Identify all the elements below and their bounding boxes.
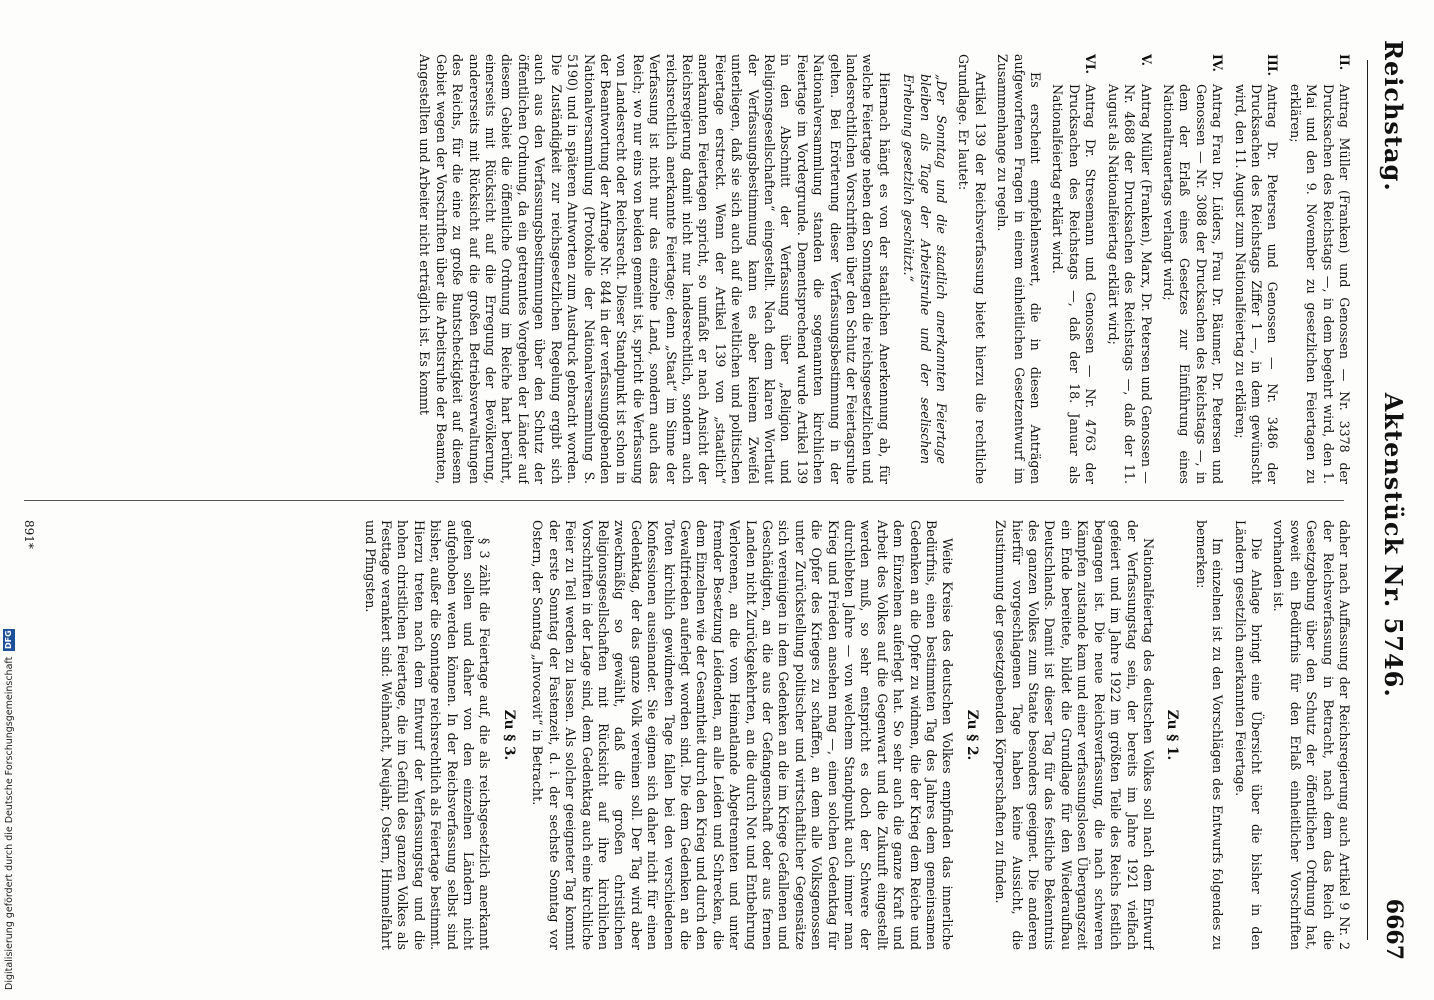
paragraph: Artikel 139 der Reichsverfassung bietet hierzu die rechtliche Grundlage. Er lautet: [956, 54, 988, 484]
document-label: Aktenstück Nr. 5746. [1379, 392, 1409, 698]
paragraph: daher nach Auffassung der Reichsregierung auch Artikel 9 Nr. 2 der Reichsverfassung in Betracht, nach dem das Reich die Gesetzgebung über den Schutz der öffentlichen Ordnung hat, soweit ein Bedürfnis für den Erlaß einheitlicher Vorschriften vorhanden ist. [1271, 520, 1352, 950]
motion-item [1286, 54, 1352, 484]
motion-text: Antrag Dr. Stresemann und Genossen — Nr. 4763 der Drucksachen des Reichstags —, daß der 18. Januar als Nationalfeiertag erklärt wird. [1050, 84, 1099, 484]
motion-item [1231, 54, 1280, 484]
motion-number: V. [1138, 54, 1154, 66]
motion-number: II. [1337, 54, 1352, 71]
header-rule [1367, 60, 1368, 940]
dfg-logo: DFG [4, 630, 13, 650]
paragraph: Es erscheint empfehlenswert, die in diesen Anträgen aufgeworfenen Fragen in einem einheitlichen Gesetzentwurf im Zusammenhange zu regeln. [995, 54, 1044, 484]
motion-item [1160, 54, 1226, 484]
motion-text: Antrag Frau Dr. Lüders, Frau Dr. Bäumer, Dr. Petersen und Genossen — Nr. 3088 der Drucksachen des Reichstags —, in dem der Erlaß eines Gesetzes zur Einführung eines Nationaltrauertags verlangt wird; [1160, 84, 1226, 484]
paragraph: § 3 zählt die Feiertage auf, die als reichsgesetzlich anerkannt gelten sollen und daher von den einzelnen Ländern nicht aufgehoben werden können. In der Reichsverfassung selbst sind bisher, außer die Sonntage reichsrechtlich als Feiertage bestimmt. Hierzu treten nach dem Entwurf der Verfassungstag und die hohen christlichen Feiertage, die im Gefühl des ganzen Volkes als Festtage verankert sind: Weihnacht, Neujahr, Ostern, Himmelfahrt und Pfingsten. [362, 520, 493, 950]
section-heading: Zu § 1. [1164, 709, 1181, 761]
paragraph: Im einzelnen ist zu den Vorschlägen des Entwurfs folgendes zu bemerken: [1193, 520, 1226, 950]
digitization-credit [0, 0, 18, 1000]
page-number: 6667 [1381, 898, 1407, 960]
signature-mark: 891* [22, 520, 36, 549]
motion-text: Antrag Müller (Franken) und Genossen — Nr. 3378 der Drucksachen des Reichstags —, in dem begehrt wird, den 1. Mai und den 9. November zu gesetzlichen Feiertagen zu erklären; [1287, 84, 1352, 484]
motion-number: IV. [1210, 54, 1226, 72]
paragraph: Nationalfeiertag des deutschen Volkes soll nach dem Entwurf der Verfassungstag sein, der bereits im Jahre 1921 vielfach gefeiert und im Jahre 1922 im größten Teile des Reichs festlich begangen ist. Die neue Reichsverfassung, die nach schweren Kämpfen zustande kam und einer verfassungslosen Übergangszeit ein Ende bereitete, bildet die Grundlage für den Wiederaufbau Deutschlands. Damit ist dieser Tag für das festliche Bekenntnis des ganzen Volkes zum Staate besonders geeignet. Die anderen hierfür vorgeschlagenen Tage haben keine Aussicht, die Zustimmung der gesetzgebenden Körperschaften zu finden. [993, 520, 1156, 950]
paragraph: Weite Kreise des deutschen Volkes empfinden das innerliche Bedürfnis, einen bestimmten Tag des Jahres dem gemeinsamen Gedenken an die Opfer zu widmen, die der Krieg dem Reiche und dem Einzelnen auferlegt hat. So sehr auch die ganze Kraft und Arbeit des Volkes auf die Gegenwart und die Zukunft eingestellt werden muß, so sehr entspricht es doch der Schwere der durchlebten Jahre — von welchem Standpunkt auch immer man Krieg und Frieden ansehen mag —, einen solchen Gedenktag für die Opfer des Krieges zu schaffen, an dem alle Volksgenossen unter Zurückstellung politischer und wirtschaftlicher Gegensätze sich vereinigen in dem Gedenken an die im Kriege Gefallenen und Geschädigten, an die aus der Gefangenschaft oder aus fernen Landen nicht Zurückgekehrten, an die durch Not und Entbehrung Verlorenen, an die vom Heimatlande Abgetrennten und unter fremder Besetzung Leidenden, an alle Leiden und Schrecken, die dem Einzelnen wie der Gesamtheit durch den Krieg und durch den Gewaltfrieden auferlegt worden sind. Die dem Gedenken an die Toten kirchlich gewidmeten Tage fallen bei den verschiedenen Konfessionen auseinander. Sie eignen sich daher nicht für einen Gedenktag, der das ganze Volk vereinen soll. Der Tag wird aber zweckmäßig so gewählt, daß die großen christlichen Religionsgesellschaften mit Rücksicht auf ihre kirchlichen Vorschriften in der Lage sind, dem Gedenktag auch eine kirchliche Feier zu Teil werden zu lassen. Als solcher geeigneter Tag kommt der erste Sonntag der Fastenzeit, d. i. der sechste Sonntag vor Ostern, der Sonntag „Invocavit“ in Betracht. [530, 520, 956, 950]
section-heading: Zu § 3. [500, 709, 517, 761]
motion-number: III. [1265, 54, 1281, 77]
right-column [12, 520, 1352, 950]
motion-number: VI. [1083, 54, 1099, 75]
section-heading: Zu § 2. [963, 709, 980, 761]
credit-text: Digitalisierung gefördert durch die Deutsche Forschungsgemeinschaft [3, 656, 15, 990]
publication-title: Reichstag. [1379, 40, 1409, 192]
constitution-quote: „Der Sonntag und die staatlich anerkannten Feiertage bleiben als Tage der Arbeitsruhe und der seelischen Erhebung gesetzlich geschützt.“ [901, 74, 950, 464]
paragraph: Die Anlage bringt eine Übersicht über die bisher in den Ländern gesetzlich anerkannten Feiertage. [1232, 520, 1264, 950]
column-divider [24, 500, 1344, 501]
motion-item [1104, 54, 1153, 484]
page-header [1372, 40, 1416, 960]
motion-text: Antrag Müller (Franken), Marx, Dr. Petersen und Genossen — Nr. 4688 der Drucksachen des Reichstags —, daß der 11. August als Nationalfeiertag erklärt wird; [1105, 84, 1154, 484]
motion-item [1049, 54, 1098, 484]
motion-text: Antrag Dr. Petersen und Genossen — Nr. 3486 der Drucksachen des Reichstags Ziffer 1 —, in dem gewünscht wird, den 11. August zum Nationalfeiertag zu erklären; [1232, 84, 1281, 484]
left-column [12, 54, 1352, 484]
paragraph: Hiernach hängt es von der staatlichen Anerkennung ab, für welche Feiertage neben den Sonntagen die reichsgesetzlichen und landesrechtlichen Vorschriften über den Schutz der Feiertagsruhe gelten. Bei Erörterung dieser Verfassungsbestimmung in der Nationalversammlung standen die sogenannten kirchlichen Feiertage im Vordergrunde. Dementsprechend wurde Artikel 139 in den Abschnitt der Verfassung über „Religion und Religionsgesellschaften“ eingestellt. Nach dem klaren Wortlaut der Verfassungsbestimmung kann es aber keinem Zweifel unterliegen, daß sie sich auch auf die weltlichen und politischen Feiertage erstreckt. Wenn der Artikel 139 von „staatlich“ anerkannten Feiertagen spricht, so umfaßt er nach Ansicht der Reichsregierung damit nicht nur landesrechtlich, sondern auch reichsrechtlich anerkannte Feiertage; denn „Staat“ im Sinne der Verfassung ist nicht nur das einzelne Land, sondern auch das Reich; wo nur eins von beiden gemeint ist, spricht die Verfassung von Landesrecht oder Reichsrecht. Dieser Standpunkt ist schon in der Beantwortung der Anfrage Nr. 844 in der verfassunggebenden Nationalversammlung (Protokolle der Nationalversammlung S. 5190) und in späteren Antworten zum Ausdruck gebracht worden. Die Zuständigkeit zur reichsgesetzlichen Regelung ergibt sich auch aus den Verfassungsbestimmungen über den Schutz der öffentlichen Ordnung, da ein getrenntes Vorgehen der Länder auf diesem Gebiet die öffentliche Ordnung im Reiche hart berührt, einerseits mit Rücksicht auf die Erregung der Bevölkerung, andererseits mit Rücksicht auf die großen Betriebsverwaltungen des Reichs, für die eine zu große Buntscheckigkeit auf diesem Gebiet wegen der Vorschriften über die Arbeitsruhe der Beamten, Angestellten und Arbeiter nicht erträglich ist. Es kommt [417, 54, 892, 484]
